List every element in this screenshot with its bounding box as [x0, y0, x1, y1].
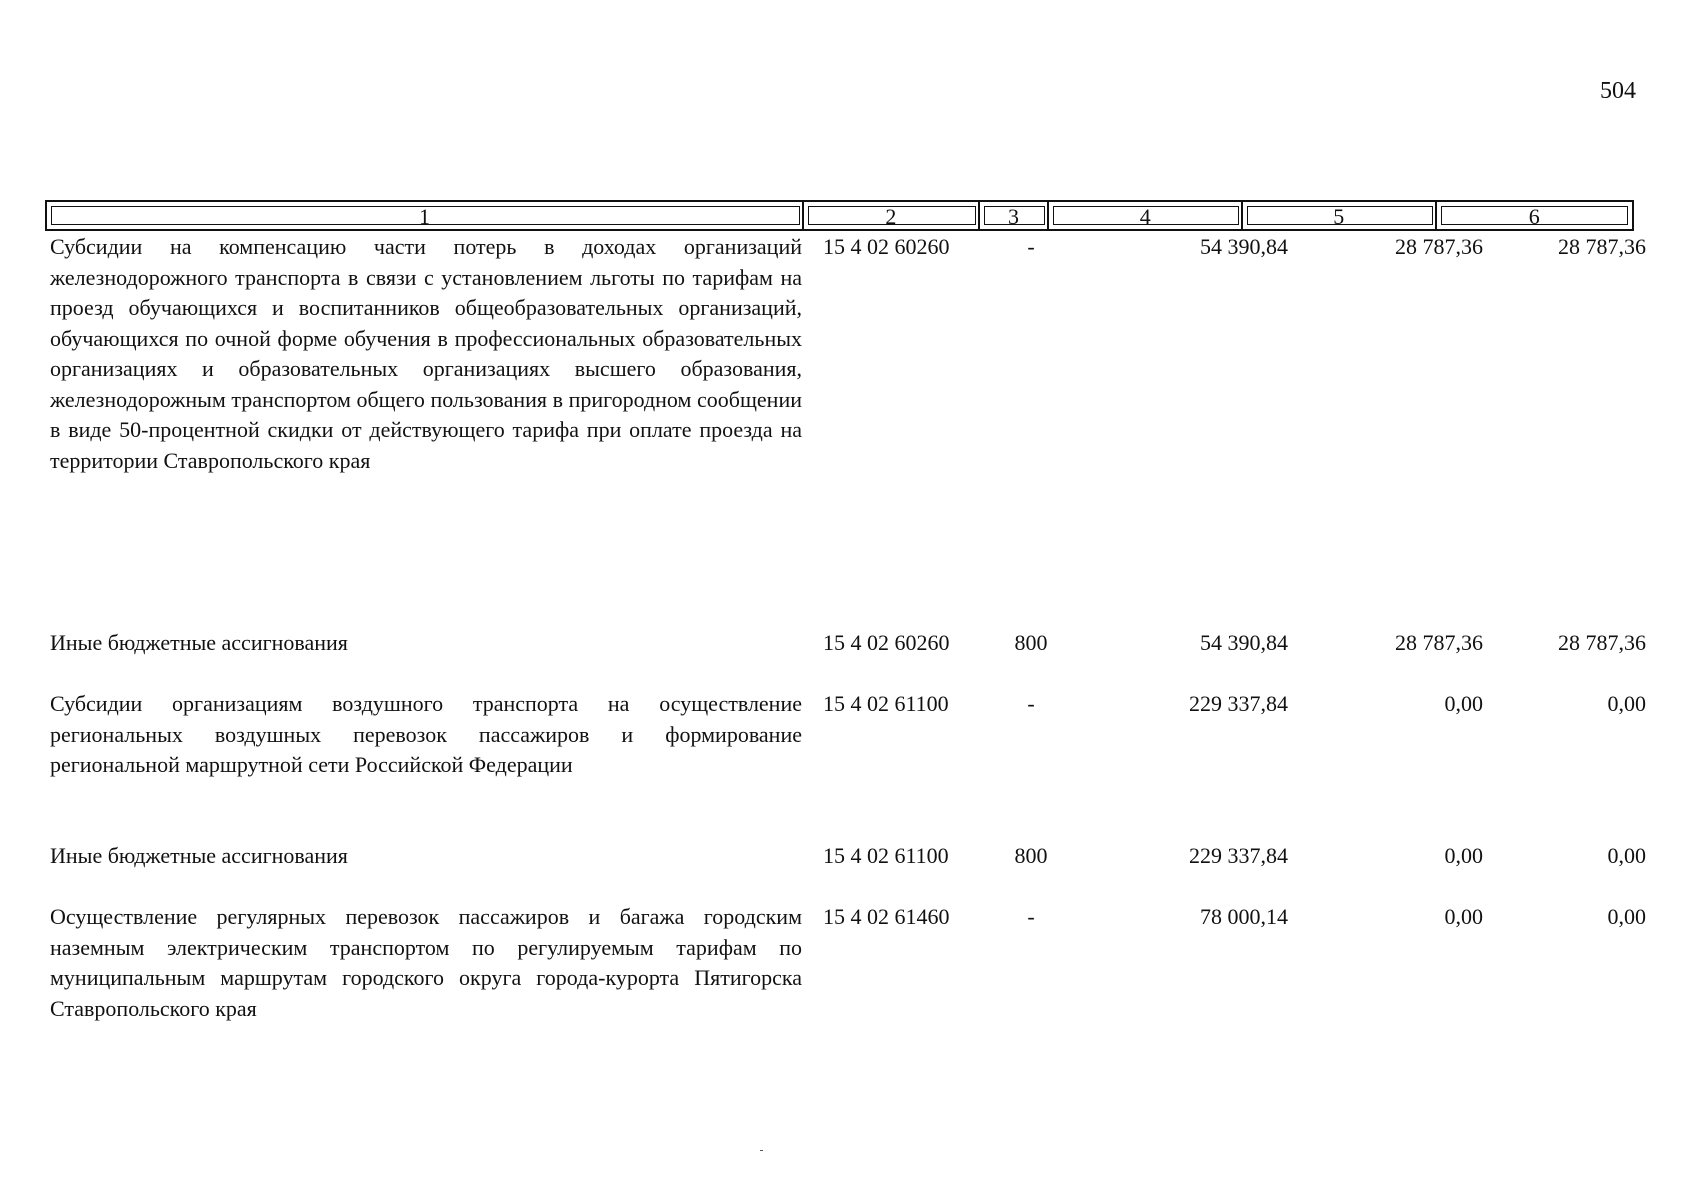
row-code: 15 4 02 61100	[823, 843, 949, 868]
row-description: Осуществление регулярных перевозок пассажиров и багажа городским наземным электрическим транспортом по регулируемым тарифам по муниципальным маршрутам городского округа города-курорта Пятигорска Ставропольского края	[50, 904, 802, 1021]
column-header-1: 1	[47, 202, 804, 229]
row-value-col5: 28 787,36	[1395, 630, 1483, 655]
row-expense-type: -	[1027, 904, 1035, 929]
row-value-col6: 0,00	[1607, 691, 1646, 716]
row-value-col6: 0,00	[1607, 843, 1646, 868]
row-expense-type: -	[1027, 234, 1035, 259]
row-value-col5: 0,00	[1444, 691, 1483, 716]
row-value-col4: 54 390,84	[1200, 234, 1288, 259]
page-number: 504	[1600, 78, 1636, 104]
row-code: 15 4 02 60260	[823, 630, 950, 655]
row-description: Иные бюджетные ассигнования	[50, 630, 348, 655]
row-code: 15 4 02 60260	[823, 234, 950, 259]
row-value-col6: 28 787,36	[1558, 630, 1646, 655]
row-code: 15 4 02 61100	[823, 691, 949, 716]
row-expense-type: -	[1027, 691, 1035, 716]
table-header	[45, 200, 1634, 231]
scan-speck	[760, 1150, 763, 1151]
row-code: 15 4 02 61460	[823, 904, 950, 929]
row-value-col6: 28 787,36	[1558, 234, 1646, 259]
column-header-2: 2	[804, 202, 980, 229]
row-expense-type: 800	[1014, 843, 1048, 868]
row-value-col5: 0,00	[1444, 904, 1483, 929]
row-expense-type: 800	[1014, 630, 1048, 655]
row-value-col4: 229 337,84	[1189, 843, 1288, 868]
column-header-5: 5	[1243, 202, 1437, 229]
row-description: Субсидии организациям воздушного транспорта на осуществление региональных воздушных перевозок пассажиров и формирование региональной маршрутной сети Российской Федерации	[50, 691, 802, 777]
row-value-col5: 0,00	[1444, 843, 1483, 868]
column-header-6: 6	[1437, 202, 1633, 229]
row-value-col4: 54 390,84	[1200, 630, 1288, 655]
row-description: Иные бюджетные ассигнования	[50, 843, 348, 868]
row-value-col5: 28 787,36	[1395, 234, 1483, 259]
row-value-col6: 0,00	[1607, 904, 1646, 929]
row-value-col4: 229 337,84	[1189, 691, 1288, 716]
row-description: Субсидии на компенсацию части потерь в доходах организаций железнодорожного транспорта в связи с установлением льготы по тарифам на проезд обучающихся и воспитанников общеобразовательных организаций, обучающихся по очной форме обучения в профессиональных образовательных организациях и образовательных организациях высшего образования, железнодорожным транспортом общего пользования в пригородном сообщении в виде 50-процентной скидки от действующего тарифа при оплате проезда на территории Ставропольского края	[50, 234, 802, 473]
column-header-3: 3	[980, 202, 1050, 229]
column-header-4: 4	[1049, 202, 1243, 229]
row-value-col4: 78 000,14	[1200, 904, 1288, 929]
